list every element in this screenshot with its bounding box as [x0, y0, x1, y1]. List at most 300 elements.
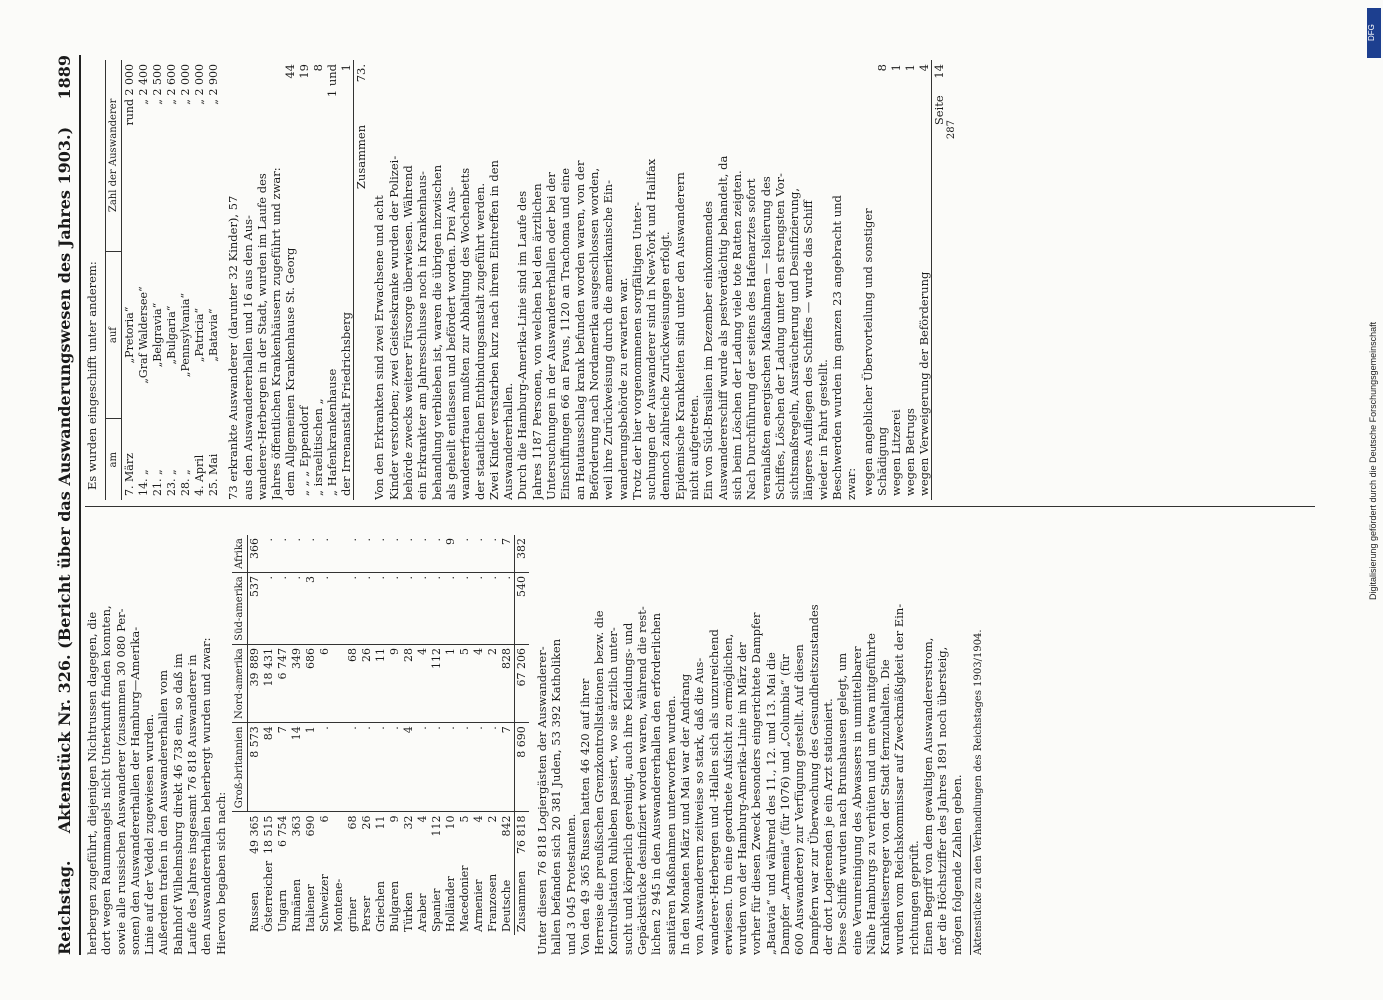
table-row: [247, 535, 262, 935]
text-line: Dampfern war zur Überwachung des Gesundheitszustandes: [806, 604, 821, 955]
text-line: suchungen der Auswanderer sind in New-York und Halifax: [644, 158, 659, 500]
header-sa: Süd-amerika: [232, 573, 248, 645]
table-row: [178, 60, 192, 500]
text-line: Diese Schiffe wurden nach Brunshausen gelegt, um: [835, 652, 850, 955]
cell-gb: .: [430, 723, 444, 812]
cell-gb: 8 573: [247, 723, 262, 812]
text-line: wurden von der Hamburg-Amerika-Linie im März der: [735, 642, 750, 955]
cell-name: Holländer: [444, 876, 458, 932]
text-line: Hiervon begaben sich nach:: [213, 791, 228, 955]
ship-table-body: [122, 60, 221, 500]
cell-na: 18 431: [262, 644, 276, 722]
cell-name: dem Allgemeinen Krankenhause St. Georg: [283, 247, 298, 496]
table-row: [206, 60, 220, 500]
cell-name: Deutsche: [500, 879, 514, 932]
ship-header-ship: auf: [106, 251, 122, 419]
cell-na: 4: [416, 644, 430, 722]
text-line: Einen Begriff von dem gewaltigen Auswandererstrom,: [920, 637, 935, 955]
header-center: Aktenstück Nr. 326. (Bericht über das Auswanderungswesen des Jahres 1903.): [55, 126, 74, 834]
cell-na: 1: [444, 644, 458, 722]
cell-af: [332, 535, 346, 573]
complaints-table: [861, 60, 946, 500]
text-line: mögen folgende Zahlen geben.: [949, 774, 964, 955]
list-item: [861, 60, 875, 500]
cell-total: 26: [360, 815, 374, 830]
table-row: [192, 60, 206, 500]
cell-sa: .: [262, 573, 276, 645]
table-row: [472, 535, 486, 935]
table-row: [486, 535, 500, 935]
cell-count: 1: [888, 64, 903, 72]
cell-date: 7. März: [122, 453, 136, 496]
table-row: [276, 535, 290, 935]
cell-ship: „Bulgaria“: [164, 305, 178, 365]
table-row: [430, 535, 444, 935]
cell-name: Schädigung: [874, 426, 889, 496]
cell-count: [861, 60, 875, 91]
cell-sa: .: [472, 573, 486, 645]
cell-na: 26: [360, 644, 374, 722]
nation-table-wrap: [232, 535, 529, 935]
list-item: [917, 60, 932, 500]
list-item: [297, 60, 311, 500]
table-row: [290, 535, 304, 935]
digitization-credit: Digitalisierung gefördert durch die Deutsche Forschungsgemeinschaft: [1368, 321, 1378, 600]
cell-ship: „Graf Waldersee“: [136, 286, 150, 384]
cell-total: 68: [346, 815, 360, 830]
cell-gb: .: [416, 723, 430, 812]
cell-total: 6 754: [276, 815, 290, 847]
cell-name: „ israelitischen „: [311, 398, 326, 496]
cell-sa: 537: [247, 573, 262, 645]
cell-count: „ 2 400: [136, 64, 150, 105]
text-line: Unter diesen 76 818 Logiergästen der Auswanderer-: [534, 646, 549, 955]
cell-name: Griechen: [374, 881, 388, 932]
cell-af: 366: [247, 535, 262, 573]
ship-header-date: am: [106, 419, 122, 500]
footnote: Aktenstücke zu den Verhandlungen des Reichstages 1903/1904.: [972, 629, 984, 955]
text-line: wurden vom Reichskommissar auf Zweckmäßigkeit der Ein-: [892, 603, 907, 955]
text-line: Von den 49 365 Russen hatten 46 420 auf ihrer: [577, 678, 592, 955]
column-left: [85, 515, 1325, 955]
cell-na: 2: [486, 644, 500, 722]
text-line: weil ihre Zurückweisung durch die amerikanische Ein-: [601, 180, 616, 500]
cell-ship: „Patricia“: [192, 307, 206, 363]
text-line: herbergen zugeführt, diejenigen Nichtrussen dagegen, die: [85, 611, 99, 955]
cell-date: 4. April: [192, 454, 206, 496]
cell-sa: .: [374, 573, 388, 645]
list-item: [875, 60, 889, 500]
cell-total: [332, 812, 346, 857]
cell-name: Russen: [248, 891, 262, 932]
cell-sa: .: [430, 573, 444, 645]
text-line: Linie auf der Veddel zugewiesen wurden.: [142, 714, 157, 955]
cell-sa: .: [458, 573, 472, 645]
table-row: [402, 535, 416, 935]
text-line: behörde zwecks weiterer Fürsorge überwiesen. Während: [401, 165, 416, 500]
ship-table: [105, 60, 220, 500]
cell-af: .: [318, 535, 332, 573]
cell-sa: .: [290, 573, 304, 645]
text-line: sich beim Löschen der Ladung viele tote Ratten zeigten.: [729, 170, 744, 500]
text-line: Herreise die preußischen Grenzkontrollstationen bezw. die: [592, 610, 607, 955]
hospital-sum-label: Zusammen: [354, 121, 369, 500]
text-line: Jahres 1187 Personen, von welchen bei den ärztlichen: [529, 183, 544, 500]
table-row: [318, 535, 332, 935]
table-row: [150, 60, 164, 500]
cell-gb: 7: [276, 723, 290, 812]
table-row: [136, 60, 150, 500]
header-gb: Groß-britannien: [232, 723, 248, 812]
list-item: [339, 60, 354, 500]
nation-table-body: [247, 535, 514, 935]
cell-sa: .: [486, 573, 500, 645]
cell-count: 4: [916, 64, 931, 72]
cell-af: 9: [444, 535, 458, 573]
text-line: ein Erkrankter am Jahresschlusse noch in Krankenhaus-: [415, 171, 430, 500]
cell-name: Türken: [402, 892, 416, 932]
ship-header-count: Zahl der Auswanderer: [106, 60, 122, 251]
text-line: Dampfer „Armenia“ (für 1076) und „Columbia“ (für: [778, 654, 793, 955]
text-line: längeres Aufliegen des Schiffes — wurde das Schiff: [801, 200, 816, 500]
text-line: Bahnhof Wilhelmsburg direkt 46 738 ein, so daß im: [170, 653, 185, 955]
cell-date: 23. „: [164, 469, 178, 496]
cell-gb: .: [346, 723, 360, 812]
text-line: wanderer-Herbergen in der Stadt, wurden im Laufe des: [254, 173, 269, 500]
text-line: Von den Erkrankten sind zwei Erwachsene und acht: [372, 195, 387, 500]
header-right: 1889: [55, 55, 74, 100]
list-item: [903, 60, 917, 500]
complaints-sum-row: [931, 60, 946, 500]
text-line: Ein von Süd-Brasilien im Dezember einkommendes: [701, 201, 716, 500]
cell-sa: .: [500, 573, 515, 645]
text-line: In den Monaten März und Mai war der Andrang: [677, 673, 692, 955]
table-row: [262, 535, 276, 935]
cell-af: .: [486, 535, 500, 573]
text-line: 73 erkrankte Auswanderer (darunter 32 Kinder), 57: [226, 195, 241, 500]
cell-na: 28: [402, 644, 416, 722]
cell-ship: „Batavia“: [206, 308, 220, 362]
text-line: den Auswandererhallen beherbergt wurden und zwar:: [199, 637, 214, 955]
cell-total: 112: [430, 815, 444, 837]
cell-total: 9: [388, 815, 402, 823]
cell-name: wegen Verweigerung der Beförderung: [916, 271, 931, 496]
header-af: Afrika: [232, 535, 248, 573]
cell-total: 10: [444, 815, 458, 830]
cell-name: Ungarn: [276, 889, 290, 932]
text-line: nicht aufgetreten.: [687, 394, 702, 500]
sum-sa: 540: [514, 573, 529, 645]
cell-gb: 14: [290, 723, 304, 812]
table-row: [416, 535, 430, 935]
cell-total: 32: [402, 815, 416, 830]
text-line: erwiesen. Um eine geordnete Aufsicht zu ermöglichen,: [720, 633, 735, 955]
text-line: wanderungsbehörde zu erwarten war.: [615, 277, 630, 500]
text-line: richtungen geprüft.: [906, 840, 921, 955]
sum-af: 382: [514, 535, 529, 573]
text-line: sucht und körperlich gereinigt, auch ihre Kleidungs- und: [620, 622, 635, 955]
sum-total: 76 818: [514, 812, 529, 857]
cell-gb: .: [318, 723, 332, 812]
text-line: Schiffes, Löschen der Ladung unter den strengsten Vor-: [772, 173, 787, 500]
cell-af: .: [416, 535, 430, 573]
cell-gb: .: [374, 723, 388, 812]
text-line: Jahres öffentlichen Krankenhäusern zugeführt und zwar:: [269, 167, 284, 500]
cell-count: 1: [902, 64, 917, 72]
cell-sa: .: [416, 573, 430, 645]
dfg-logo: DFG: [1367, 8, 1381, 58]
list-item: [311, 60, 325, 500]
text-line: „Batavia“ und während des 11., 12. und 13. Mai die: [763, 652, 778, 955]
cell-sa: .: [360, 573, 374, 645]
cell-gb: 4: [402, 723, 416, 812]
text-line: Krankheitserreger von der Stadt fernzuhalten. Die: [878, 659, 893, 955]
cell-sa: .: [388, 573, 402, 645]
cell-na: 11: [374, 644, 388, 722]
cell-sa: .: [318, 573, 332, 645]
col2-body-text: [372, 60, 858, 500]
cell-count: „ 2 600: [164, 64, 178, 105]
text-line: aus den Auswandererhallen und 16 aus den Aus-: [240, 215, 255, 500]
cell-total: 4: [416, 815, 430, 823]
cell-count: 19: [297, 64, 312, 79]
sum-gb: 8 690: [514, 723, 529, 812]
cell-af: .: [402, 535, 416, 573]
cell-gb: .: [360, 723, 374, 812]
cell-na: 5: [458, 644, 472, 722]
rotated-document-page: [55, 55, 1355, 955]
text-line: sonen) den Auswandererhallen der Hamburg—Amerika-: [127, 626, 142, 955]
text-line: zwar:: [844, 467, 859, 500]
cell-date: 14. „: [136, 469, 150, 496]
text-line: Zwei Kinder verstarben kurz nach ihrem Eintreffen in den: [486, 160, 501, 500]
cell-na: 6: [318, 644, 332, 722]
cell-total: 6: [318, 815, 332, 823]
column-right: [85, 60, 1325, 500]
cell-name: Rumänen: [290, 878, 304, 932]
cell-count: 8: [874, 64, 889, 72]
cell-af: .: [346, 535, 360, 573]
cell-name: Österreicher: [262, 860, 276, 932]
cell-total: 18 515: [262, 815, 276, 854]
cell-total: 2: [486, 815, 500, 823]
cell-name: Schweizer: [318, 874, 332, 932]
text-line: der dort Logierenden je ein Arzt stationiert.: [820, 698, 835, 955]
cell-af: .: [458, 535, 472, 573]
cell-name: wegen angeblicher Übervorteilung und sonstiger: [860, 208, 875, 496]
text-line: Kinder verstorben; zwei Geisteskranke wurden der Polizei-: [386, 155, 401, 500]
table-row: [444, 535, 458, 935]
table-row: [332, 535, 346, 935]
cell-count: „ 2 900: [206, 64, 220, 105]
cell-sa: .: [276, 573, 290, 645]
cell-total: 5: [458, 815, 472, 823]
cell-na: 686: [304, 644, 318, 722]
cell-gb: 1: [304, 723, 318, 812]
cell-gb: .: [388, 723, 402, 812]
complaints-sum-count: 14: [931, 60, 946, 91]
cell-ship: „Belgravia“: [150, 302, 164, 368]
cell-ship: „Pretoria“: [122, 306, 136, 364]
text-line: Untersuchungen in der Auswandererhallen oder bei der: [544, 172, 559, 500]
complaints-table-body: [861, 60, 932, 500]
text-line: eine Verunreinigung des Abwassers in unmittelbarer: [849, 646, 864, 955]
cell-sa: .: [402, 573, 416, 645]
cell-na: 828: [500, 644, 515, 722]
cell-name: Franzosen: [486, 873, 500, 932]
nation-sum-row: [514, 535, 529, 935]
cell-count: 44: [283, 64, 298, 79]
text-line: sowie alle russischen Auswanderer (zusammen 30 080 Per-: [113, 608, 128, 955]
cell-gb: 84: [262, 723, 276, 812]
table-row: [458, 535, 472, 935]
text-line: Außerdem trafen in den Auswandererhallen vom: [156, 670, 171, 955]
col2-intro: Es wurden eingeschifft unter anderem:: [85, 261, 99, 490]
cell-name: Bulgaren: [388, 880, 402, 932]
header-left: Reichstag.: [55, 860, 74, 955]
cell-gb: 7: [500, 723, 515, 812]
table-row: [346, 535, 360, 935]
cell-count: „ 2 500: [150, 64, 164, 105]
text-line: Epidemische Krankheiten sind unter den Auswanderern: [672, 172, 687, 500]
text-line: dennoch zahlreiche Zurückweisungen erfolgt.: [658, 231, 673, 500]
cell-na: 6 747: [276, 644, 290, 722]
table-row: [164, 60, 178, 500]
cell-gb: [332, 723, 346, 812]
cell-af: .: [374, 535, 388, 573]
text-line: wieder in Fahrt gestellt.: [815, 359, 830, 500]
col1-body-text: [535, 515, 964, 955]
cell-gb: .: [458, 723, 472, 812]
cell-total: 690: [304, 815, 318, 837]
hospital-table: [283, 60, 368, 500]
hospital-sum-row: [354, 60, 369, 500]
text-line: sanitären Maßnahmen unterworfen wurden.: [663, 695, 678, 955]
complaints-sum-label: Seite: [931, 91, 946, 500]
cell-count: 8: [311, 64, 326, 72]
text-line: Beförderung nach Nordamerika ausgeschlossen worden,: [586, 167, 601, 500]
text-line: Nähe Hamburgs zu verhüten und um etwa mitgeführte: [863, 633, 878, 955]
list-item: [283, 60, 297, 500]
cell-na: 349: [290, 644, 304, 722]
cell-date: 28. „: [178, 469, 192, 496]
cell-count: „ 2 000: [178, 64, 192, 105]
cell-gb: .: [444, 723, 458, 812]
col2-para1: [226, 60, 283, 500]
cell-name: Macedonier: [458, 865, 472, 932]
text-line: Trotz der hier vorgenommenen sorgfältigen Unter-: [629, 201, 644, 500]
cell-na: 4: [472, 644, 486, 722]
page-header: [55, 55, 77, 955]
text-line: vorher für diesen Zweck besonders eingerichtete Dampfer: [749, 612, 764, 955]
cell-na: 68: [346, 644, 360, 722]
text-line: hallen befanden sich 20 381 Juden, 53 392 Katholiken: [549, 638, 564, 955]
cell-sa: [332, 573, 346, 645]
text-line: dort wegen Raummangels nicht Unterkunft finden konnten,: [99, 605, 114, 955]
text-line: von Auswanderern zeitweise so stark, daß die Aus-: [692, 657, 707, 955]
cell-name: Spanier: [430, 888, 444, 932]
cell-name: der Irrenanstalt Friedrichsberg: [339, 312, 354, 496]
cell-af: .: [360, 535, 374, 573]
text-line: Nach Durchführung der seitens des Hafenarztes sofort: [744, 178, 759, 500]
cell-sa: .: [444, 573, 458, 645]
text-line: wandererfrauen mußten zur Abhaltung des Wochenbetts: [458, 167, 473, 500]
cell-count: 1 und: [325, 64, 340, 98]
text-line: Auswandererhallen.: [501, 382, 516, 500]
cell-af: 7: [500, 535, 515, 573]
cell-na: 112: [430, 644, 444, 722]
cell-af: .: [290, 535, 304, 573]
list-item: [325, 60, 339, 500]
hospital-table-body: [283, 60, 354, 500]
cell-af: .: [304, 535, 318, 573]
cell-na: 39 889: [247, 644, 262, 722]
text-line: der staatlichen Entbindungsanstalt zugeführt werden.: [472, 182, 487, 500]
nation-table: [232, 535, 529, 935]
hospital-sum-count: 73.: [354, 60, 369, 121]
text-line: sichtsmaßregeln, Ausräucherung und Desinfizierung,: [787, 188, 802, 500]
cell-date: 25. Mai: [206, 453, 220, 496]
cell-count: „ 2 000: [192, 64, 206, 105]
cell-af: .: [276, 535, 290, 573]
text-line: und 3 045 Protestanten.: [563, 813, 578, 955]
text-line: lichen 2 945 in den Auswandererhallen den erforderlichen: [649, 612, 664, 955]
text-line: behandlung verblieben ist, waren die übrigen inzwischen: [429, 164, 444, 500]
text-line: wanderer-Herbergen und -Hallen sich als unzureichend: [706, 629, 721, 955]
text-line: 600 Auswanderer) zur Verfügung gestellt. Auf diesen: [792, 644, 807, 955]
column-separator: [85, 506, 1315, 507]
sum-na: 67 206: [514, 644, 529, 722]
cell-name: Armenier: [472, 879, 486, 932]
cell-na: [332, 644, 346, 722]
cell-total: 4: [472, 815, 486, 823]
footnote-rule: [970, 835, 971, 955]
page-number: 287: [945, 120, 957, 140]
list-item: [889, 60, 903, 500]
cell-name: Araber: [416, 893, 430, 932]
cell-date: 21. „: [150, 469, 164, 496]
table-row: [304, 535, 318, 935]
table-row: [360, 535, 374, 935]
cell-af: .: [430, 535, 444, 573]
cell-name: wegen Betrugs: [902, 408, 917, 496]
cell-name: Perser: [360, 895, 374, 932]
cell-ship: „Pennsylvania“: [178, 292, 192, 378]
sum-label: Zusammen: [514, 857, 529, 935]
cell-count: rund 2 000: [122, 64, 136, 126]
table-row: [388, 535, 402, 935]
cell-af: .: [388, 535, 402, 573]
text-line: Einschiffungen 66 an Favus, 1120 an Trachoma und eine: [558, 167, 573, 500]
cell-count: 1: [339, 64, 354, 72]
cell-name: Italiener: [304, 884, 318, 932]
text-line: veranlaßten energischen Maßnahmen — Isolierung des: [758, 176, 773, 500]
cell-name: „ „ „ Eppendorf: [297, 405, 312, 496]
text-line: Auswandererschiff wurde als pestverdächtig behandelt, da: [715, 155, 730, 500]
cell-af: .: [472, 535, 486, 573]
text-line: als geheilt entlassen und befördert worden. Drei Aus-: [443, 186, 458, 500]
text-line: Kontrollstation Ruhleben passiert, wo sie ärztlich unter-: [606, 627, 621, 955]
text-line: Durch die Hamburg-Amerika-Linie sind im Laufe des: [515, 190, 530, 500]
table-row: [374, 535, 388, 935]
cell-name: griner: [346, 897, 360, 932]
cell-total: 363: [290, 815, 304, 837]
cell-total: 842: [500, 815, 514, 837]
cell-name: Montene-: [332, 878, 346, 932]
text-line: an Hautausschlag krank befunden worden waren, von der: [572, 160, 587, 500]
cell-gb: .: [486, 723, 500, 812]
text-line: der die Höchstziffer des Jahres 1891 noch übersteig,: [935, 646, 950, 955]
